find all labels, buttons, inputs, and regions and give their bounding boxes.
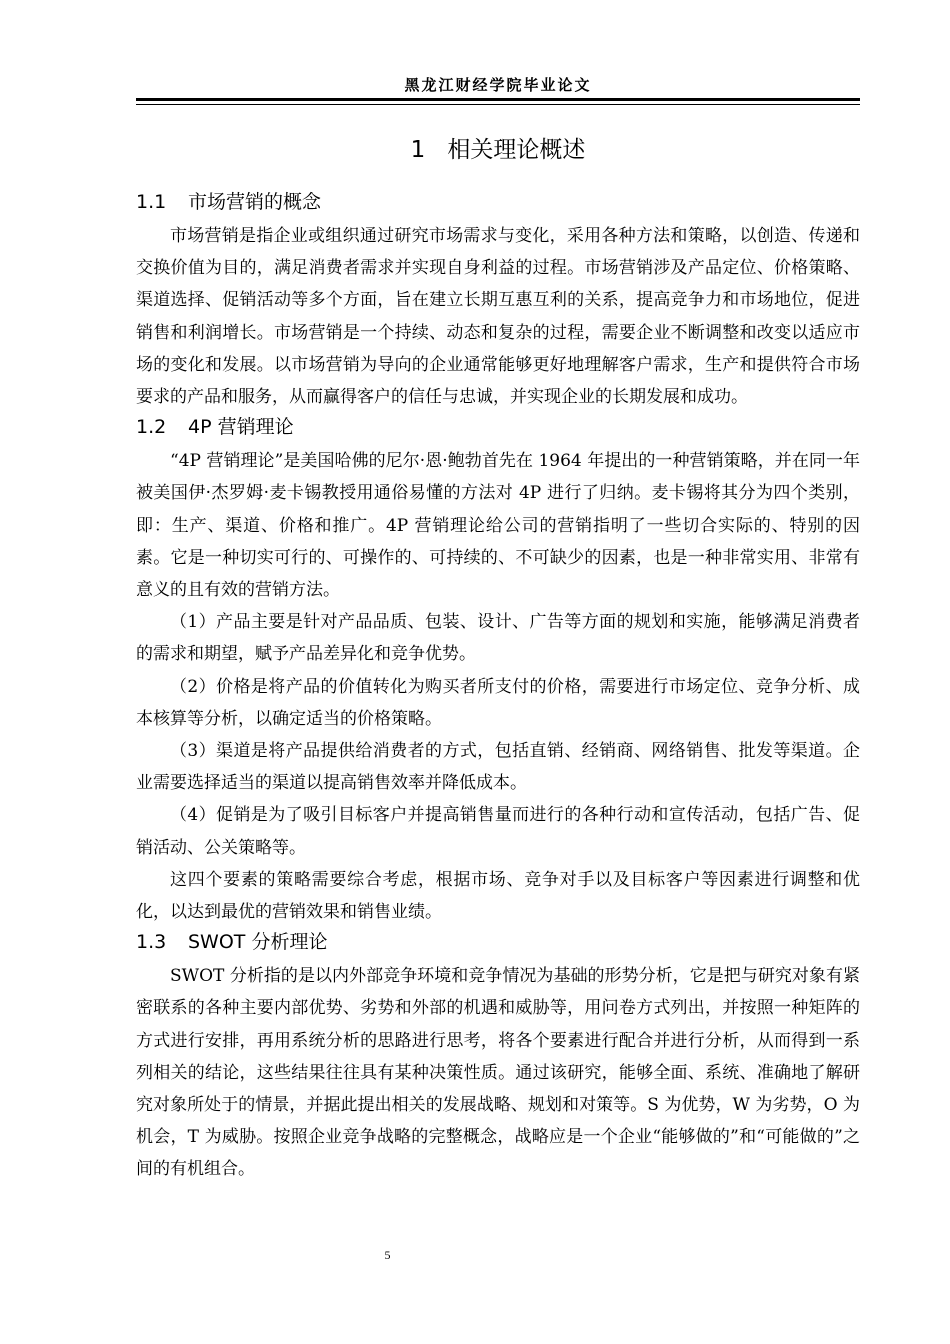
paragraph: 市场营销是指企业或组织通过研究市场需求与变化，采用各种方法和策略，以创造、传递和交换价值为目的，满足消费者需求并实现自身利益的过程。市场营销涉及产品定位、价格策略、渠道选择、促销活动等多个方面，旨在建立长期互惠互利的关系，提高竞争力和市场地位，促进销售和利润增长。市场营销是一个持续、动态和复杂的过程，需要企业不断调整和改变以适应市场的变化和发展。以市场营销为导向的企业通常能够更好地理解客户需求，生产和提供符合市场要求的产品和服务，从而赢得客户的信任与忠诚，并实现企业的长期发展和成功。: [136, 226, 860, 408]
section-number: 1.3: [136, 931, 167, 954]
section-1-2: [136, 413, 860, 928]
section-1-3: [136, 928, 860, 1185]
running-header: 黑龙江财经学院毕业论文: [404, 76, 592, 94]
list-paragraph: （3）渠道是将产品提供给消费者的方式，包括直销、经销商、网络销售、批发等渠道。企业需要选择适当的渠道以提高销售效率并降低成本。: [136, 741, 860, 794]
section-1-1: [136, 188, 860, 413]
section-number: 1.1: [136, 191, 167, 213]
paragraph: 这四个要素的策略需要综合考虑，根据市场、竞争对手以及目标客户等因素进行调整和优化，以达到最优的营销效果和销售业绩。: [136, 869, 860, 923]
section-heading: [136, 413, 860, 441]
section-title: SWOT 分析理论: [188, 931, 328, 954]
paragraph: SWOT 分析指的是以内外部竞争环境和竞争情况为基础的形势分析，它是把与研究对象有紧密联系的各种主要内部优势、劣势和外部的机遇和威胁等，用问卷方式列出，并按照一种矩阵的方式进行安排，再用系统分析的思路进行思考，将各个要素进行配合并进行分析，从而得到一系列相关的结论，这些结果往往具有某种决策性质。通过该研究，能够全面、系统、准确地了解研究对象所处于的情景，并据此提出相关的发展战略、规划和对策等。S 为优势，W 为劣势，O 为机会，T 为威胁。按照企业竞争战略的完整概念，战略应是一个企业“能够做的”和“可能做的”之间的有机组合。: [136, 966, 860, 1180]
page-number: 5: [384, 1248, 391, 1262]
chapter-title: [136, 130, 860, 170]
header-rule-thick: [136, 98, 860, 101]
chapter-title-text: 相关理论概述: [447, 137, 586, 163]
section-number: 1.2: [136, 416, 167, 439]
list-paragraph: （4）促销是为了吸引目标客户并提高销售量而进行的各种行动和宣传活动，包括广告、促销活动、公关策略等。: [136, 805, 860, 858]
paragraph: “4P 营销理论”是美国哈佛的尼尔·恩·鲍勃首先在 1964 年提出的一种营销策略，并在同一年被美国伊·杰罗姆·麦卡锡教授用通俗易懂的方法对 4P 进行了归纳。麦卡锡将其分为四个类别，即：生产、渠道、价格和推广。4P 营销理论给公司的营销指明了一些切合实际的、特别的因素。它是一种切实可行的、可操作的、可持续的、不可缺少的因素，也是一种非常实用、非常有意义的且有效的营销方法。: [136, 451, 860, 601]
list-paragraph: （1）产品主要是针对产品品质、包装、设计、广告等方面的规划和实施，能够满足消费者的需求和期望，赋予产品差异化和竞争优势。: [136, 612, 860, 665]
section-title: 市场营销的概念: [188, 191, 322, 213]
page-body: [136, 130, 860, 1186]
list-paragraph: （2）价格是将产品的价值转化为购买者所支付的价格，需要进行市场定位、竞争分析、成本核算等分析，以确定适当的价格策略。: [136, 676, 860, 729]
section-heading: [136, 188, 860, 216]
section-title: 4P 营销理论: [188, 416, 294, 439]
chapter-number: 1: [410, 137, 426, 163]
section-heading: [136, 928, 860, 956]
header-rule-thin: [136, 104, 860, 105]
